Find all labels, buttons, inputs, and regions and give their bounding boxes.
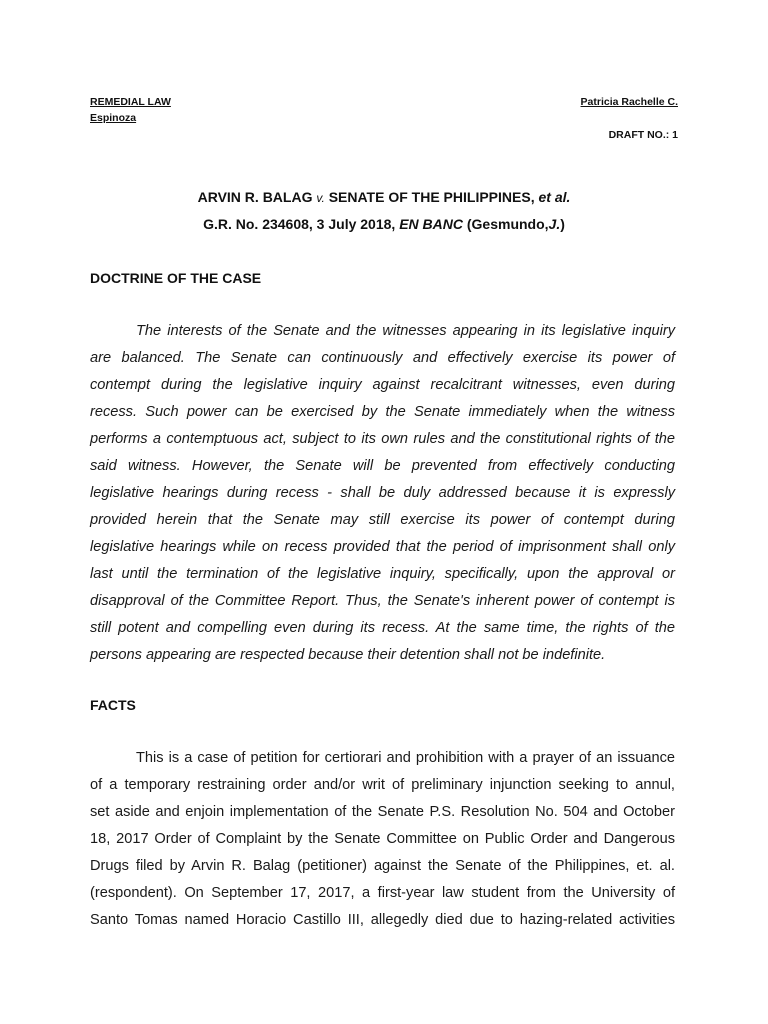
versus-label: v.	[316, 191, 325, 205]
doctrine-heading: DOCTRINE OF THE CASE	[90, 270, 262, 286]
facts-line: Santo Tomas named Horacio Castillo III, allegedly died due to hazing-related activities	[90, 912, 675, 928]
et-al-label: et al.	[538, 189, 571, 205]
doctrine-line: contempt during the legislative inquiry against recalcitrant witnesses, even during	[90, 377, 675, 393]
petitioner-name: ARVIN R. BALAG	[197, 189, 313, 205]
doctrine-line: legislative hearings during recess - shall be duly addressed because it is expressly	[90, 485, 675, 501]
doctrine-line: said witness. However, the Senate will be prevented from effectively conducting	[90, 458, 675, 474]
doctrine-line: persons appearing are respected because their detention shall not be indefinite.	[90, 647, 606, 663]
facts-line: set aside and enjoin implementation of the Senate P.S. Resolution No. 504 and October	[90, 804, 675, 820]
doctrine-line: recess. Such power can be exercised by the Senate immediately when the witness	[90, 404, 675, 420]
facts-line: (respondent). On September 17, 2017, a first-year law student from the University of	[90, 885, 675, 901]
facts-heading: FACTS	[90, 697, 136, 713]
ponente-j: J.	[548, 216, 561, 232]
draft-number: DRAFT NO.: 1	[608, 129, 678, 141]
facts-line: 18, 2017 Order of Complaint by the Senate Committee on Public Order and Dangerous	[90, 831, 675, 847]
doctrine-paragraph	[90, 318, 675, 669]
doctrine-line: legislative hearings while on recess provided that the period of imprisonment shall only	[90, 539, 675, 555]
facts-line: This is a case of petition for certiorari and prohibition with a prayer of an issuance	[136, 750, 675, 766]
doctrine-line: still potent and compelling even during its recess. At the same time, the rights of the	[90, 620, 675, 636]
doctrine-line: The interests of the Senate and the witnesses appearing in its legislative inquiry	[136, 323, 675, 339]
gr-number: G.R. No. 234608, 3 July 2018,	[203, 216, 396, 232]
case-citation	[90, 216, 678, 232]
subject-label: REMEDIAL LAW	[90, 96, 171, 108]
doctrine-line: performs a contemptuous act, subject to its own rules and the constitutional rights of the	[90, 431, 675, 447]
ponente-open: (Gesmundo,	[466, 216, 549, 232]
facts-paragraph	[90, 745, 675, 934]
author-surname: Espinoza	[90, 112, 137, 124]
doctrine-line: are balanced. The Senate can continuously and effectively exercise its power of	[90, 350, 675, 366]
ponente-close: )	[560, 216, 565, 232]
doctrine-line: provided herein that the Senate may still exercise its power of contempt during	[90, 512, 675, 528]
author-name: Patricia Rachelle C.	[580, 96, 678, 108]
doctrine-line: disapproval of the Committee Report. Thus, the Senate's inherent power of contempt is	[90, 593, 675, 609]
facts-line: Drugs filed by Arvin R. Balag (petitioner) against the Senate of the Philippines, et. al.	[90, 858, 675, 874]
en-banc-label: EN BANC	[399, 216, 463, 232]
respondent-name: SENATE OF THE PHILIPPINES,	[328, 189, 535, 205]
doctrine-line: last until the termination of the legislative inquiry, specifically, upon the approval or	[90, 566, 675, 582]
case-title	[90, 189, 678, 205]
facts-line: of a temporary restraining order and/or writ of preliminary injunction seeking to annul,	[90, 777, 675, 793]
